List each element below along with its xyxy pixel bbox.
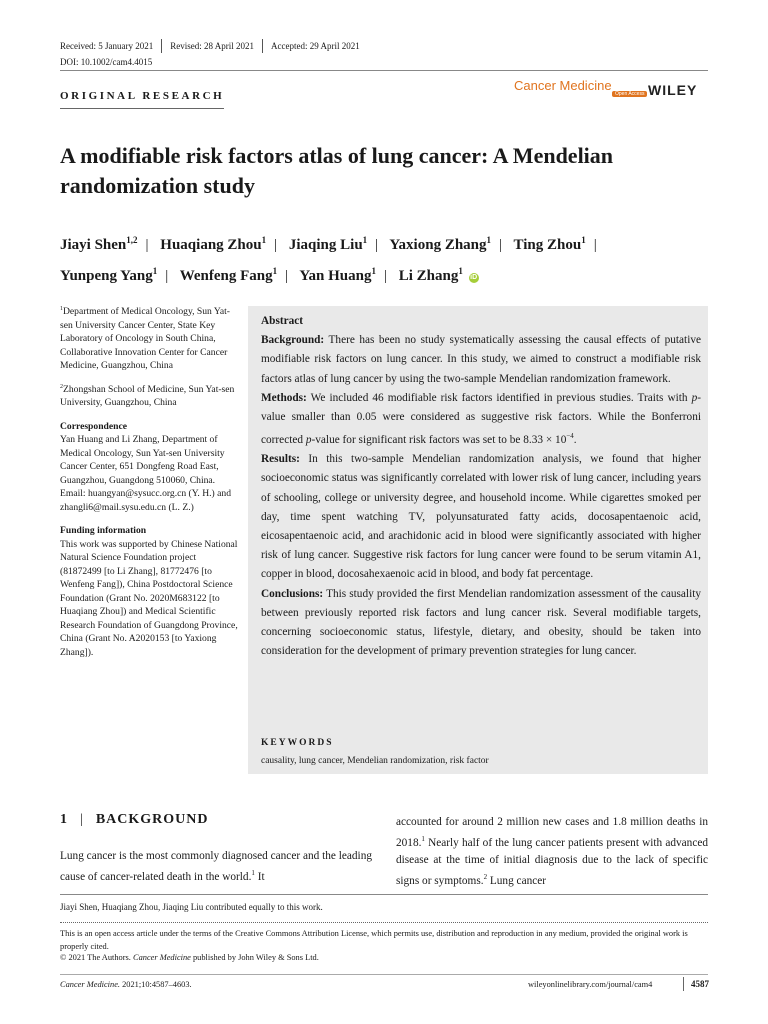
doi-link[interactable]: DOI: 10.1002/cam4.4015 (60, 57, 153, 67)
abstract-background: Background: There has been no study systematically assessing the causal effects of putative modifiable risk factors on lung cancer. In this study, we aimed to construct a modifiable risk factors atlas of lung cancer by using the two-sample Mendelian randomization framework. (261, 334, 702, 385)
orcid-icon[interactable]: iD (470, 274, 478, 281)
affiliation: $^2$Zhongshan School of Medicine, Sun Yat-sen University, Guangzhou, China (60, 383, 235, 409)
abstract-results: Results: In this two-sample Mendelian randomization analysis, we found that higher socioeconomic status was significantly correlated with lower risk of lung cancer, including years of schooling, college or university degree, and household income. While cigarettes smoked per day, time spent watching TV, polyunsaturated fatty acids, docosapentaenoic acid, eicosapentaenoic acid, and arachidonic acid in blood were significantly associated with higher risk of lung cancer. Suggestive risk factors for lung cancer were found to be serum vitamin A1, copper in blood, docosahexaenoic acid in blood, and body fat percentage. (261, 453, 701, 581)
body-text-left: Lung cancer is the most commonly diagnosed cancer and the leading cause of cancer-related death in the world.$^1$ It (60, 850, 372, 883)
keywords-heading: KEYWORDS (261, 738, 334, 748)
divider (262, 39, 263, 53)
reference-link[interactable]: 2 (483, 872, 488, 881)
author-list: Jiayi Shen$^{1,2}$ | Huaqiang Zhou$^1$ | Jiaqing Liu$^1$ | Yaxiong Zhang$^1$ | Ting Zhou$^1$ | Yunpeng Yang$^1$ | Wenfeng Fang$^1$ | Yan Huang$^1$ | Li Zhang$^1$ iD (60, 235, 597, 284)
body-text-right: accounted for around 2 million new cases and 1.8 million deaths in 2018.$^1$ Nearly half of the lung cancer patients present with advanced disease at the time of initial diagnosis due to the lack of specific signs or symptoms.$^2$ Lung cancer (396, 816, 708, 887)
author-name[interactable]: Wenfeng Fang$^1$ (179, 266, 278, 284)
author-name[interactable]: Huaqiang Zhou$^1$ (160, 235, 267, 253)
article-info-column (60, 303, 238, 667)
abstract-methods: Methods: We included 46 modifiable risk factors identified in previous studies. Traits with p-value smaller than 0.05 were considered as suggestive risk factors. While the Bonferroni corrected p-value for significant risk factors was set to be $8.33 \times 10^{-4}$. (261, 391, 701, 446)
affiliation: $^1$Department of Medical Oncology, Sun Yat-sen University Cancer Center, State Key Laboratory of Oncology in South China, Collaborative Innovation Center for Cancer Medicine, Guangzhou, China (60, 306, 230, 372)
open-access-badge: Open Access (612, 91, 647, 97)
article-title: A modifiable risk factors atlas of lung cancer: A Mendelian randomization study (60, 143, 614, 198)
section-type-label: ORIGINAL RESEARCH (60, 90, 225, 102)
journal-logo[interactable]: Cancer Medicine (514, 78, 612, 93)
publisher-logo[interactable]: WILEY (648, 82, 698, 98)
author-name[interactable]: Li Zhang$^1$ (398, 266, 463, 284)
author-name[interactable]: Jiayi Shen$^{1,2}$ (60, 235, 138, 253)
reference-link[interactable]: 1 (421, 835, 425, 843)
copyright-note: © 2021 The Authors. Cancer Medicine published by John Wiley & Sons Ltd. (60, 953, 319, 962)
revised-date: Revised: 28 April 2021 (170, 41, 254, 51)
correspondence-heading: Correspondence (60, 420, 127, 432)
footnote-rule (60, 894, 708, 895)
correspondence-text: Yan Huang and Li Zhang, Department of Medical Oncology, Sun Yat-sen University Cancer Center, 651 Dongfeng Road East, Guangzhou, Guangdong 510060, China. (60, 434, 225, 486)
journal-website-link[interactable]: wileyonlinelibrary.com/journal/cam4 (528, 980, 653, 989)
dotted-divider (60, 922, 708, 923)
article-dates (60, 39, 360, 53)
author-name[interactable]: Yaxiong Zhang$^1$ (389, 235, 492, 253)
divider (161, 39, 162, 53)
funding-text: This work was supported by Chinese National Natural Science Foundation project (81872499 [to Li Zhang], 81772476 [to Wenfeng Fang]), China Postdoctoral Science Foundation (Grant No. 2020M683122 [to Huaqiang Zhou]) and Medical Scientific Research Foundation of Guangdong Province, China (Grant No. A2020153 [to Yaxiong Zhang]). (60, 538, 238, 658)
page-number: 4587 (691, 979, 709, 989)
section-heading: 1 | BACKGROUND (60, 812, 209, 827)
header-rule (60, 70, 708, 71)
footer-rule (60, 974, 708, 975)
funding-heading: Funding information (60, 525, 147, 537)
abstract-box (248, 306, 708, 774)
divider (683, 977, 684, 991)
abstract-conclusions: Conclusions: This study provided the first Mendelian randomization assessment of the causality between previously reported risk factors and lung cancer risk. Several modifiable targets, concerning socioeconomic status, lifestyle, dietary, and obesity, should be taken into consideration for the development of primary prevention strategies for lung cancer. (261, 587, 701, 658)
author-name[interactable]: Yunpeng Yang$^1$ (60, 266, 158, 284)
keywords-list: causality, lung cancer, Mendelian randomization, risk factor (261, 756, 489, 766)
author-name[interactable]: Yan Huang$^1$ (299, 266, 376, 284)
correspondence-email[interactable]: Email: huangyan@sysucc.org.cn (Y. H.) and zhangli6@mail.sysu.edu.cn (L. Z.) (60, 488, 232, 513)
citation: Cancer Medicine. 2021;10:4587–4603. (60, 980, 192, 989)
author-name[interactable]: Jiaqing Liu$^1$ (288, 235, 368, 253)
author-name[interactable]: Ting Zhou$^1$ (513, 235, 586, 253)
reference-link[interactable]: 1 (251, 869, 255, 877)
abstract-heading: Abstract (261, 315, 304, 327)
section-type-rule (60, 108, 224, 109)
received-date: Received: 5 January 2021 (60, 41, 154, 51)
accepted-date: Accepted: 29 April 2021 (270, 41, 360, 51)
license-note: This is an open access article under the terms of the Creative Commons Attribution License, which permits use, distribution and reproduction in any medium, provided the original work is properly cited. (60, 929, 688, 951)
contribution-note: Jiayi Shen, Huaqiang Zhou, Jiaqing Liu contributed equally to this work. (60, 902, 323, 912)
